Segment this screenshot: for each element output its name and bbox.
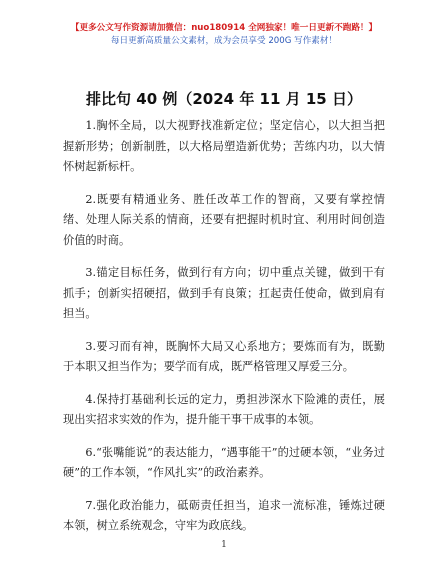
paragraph-2: 2.既要有精通业务、胜任改革工作的智商，又要有掌控情绪、处理人际关系的情商，还要有把握时机时宜、利用时间创造价值的时商。 — [63, 192, 385, 247]
paragraph-7: 7.强化政治能力，砥砺责任担当，追求一流标准，锤炼过硬本领，树立系统观念，守牢为政底线。 — [63, 498, 385, 532]
paragraph-6: 6.“张嘴能说”的表达能力，“遇事能干”的过硬本领，“业务过硬”的工作本领，“作风扎实”的政治素养。 — [63, 445, 385, 479]
paragraph-5: 4.保持打基础利长远的定力，勇担涉深水下险滩的责任，展现出实招求实效的作为，提升能干事干成事的本领。 — [63, 392, 385, 426]
paragraph-3: 3.锚定目标任务，做到行有方向；切中重点关键，做到干有抓手；创新实招硬招，做到手有良策；扛起责任使命，做到肩有担当。 — [63, 266, 385, 320]
document-title: 排比句 40 例（2024 年 11 月 15 日） — [86, 90, 362, 108]
paragraph-1: 1.胸怀全局，以大视野找准新定位；坚定信心，以大担当把握新形势；创新制胜，以大格局塑造新优势；苦练内功，以大情怀树起新标杆。 — [63, 119, 385, 173]
paragraph-4: 3.要习而有神，既胸怀大局又心系地方；要炼而有为，既勤于本职又担当作为；要学而有成，既严格管理又厚爱三分。 — [63, 339, 385, 373]
document-body — [63, 116, 385, 549]
promo-banner-line1: 【更多公文写作资源请加微信：nuo180914 全网独家！唯一日更新不跑路！】 — [70, 23, 378, 33]
promo-banner — [0, 22, 448, 48]
promo-banner-line2: 每日更新高质量公文素材，成为会员享受 200G 写作素材！ — [110, 36, 338, 46]
page-number: 1 — [221, 540, 227, 550]
